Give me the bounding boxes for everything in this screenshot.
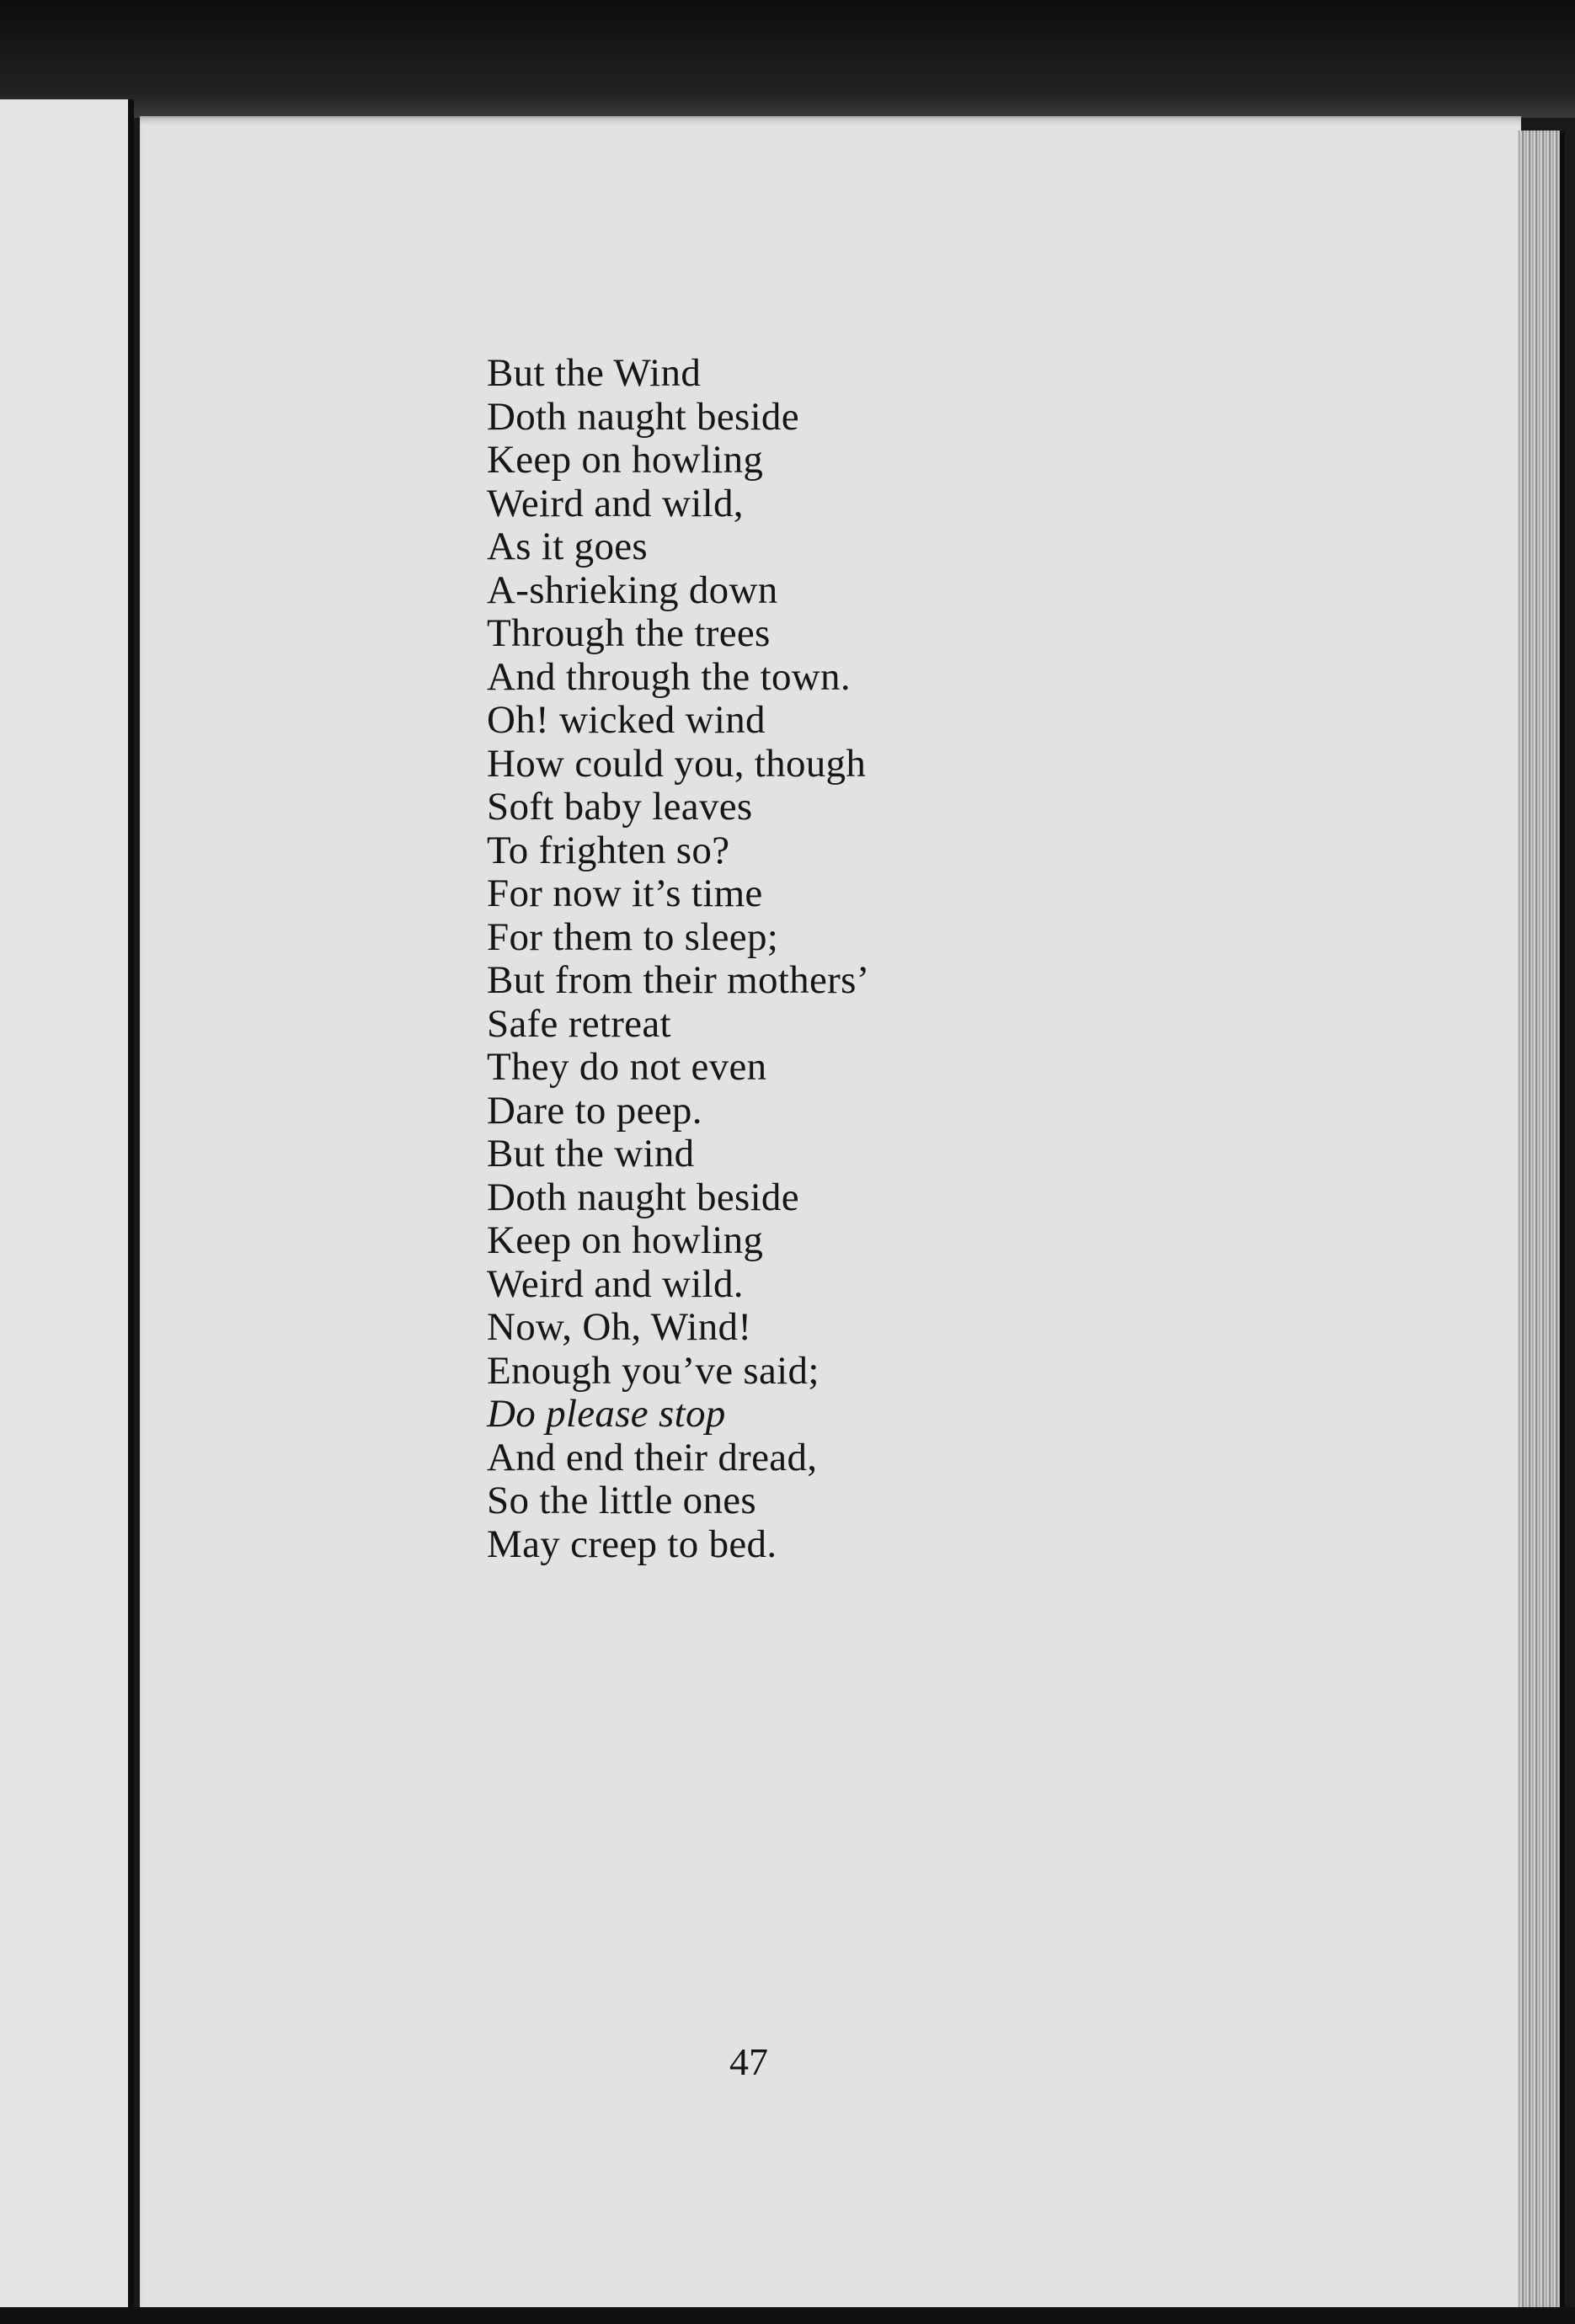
poem-line: A-shrieking down [487,568,778,612]
poem-line: Doth naught beside [487,1175,799,1219]
poem-line: Now, Oh, Wind! [487,1305,752,1349]
poem-line: Safe retreat [487,1001,671,1046]
poem-line: As it goes [487,525,648,568]
poem-line: They do not even [487,1045,767,1089]
poem-line: Oh! wicked wind [487,698,766,742]
poem-line: Enough you’ve said; [487,1348,820,1393]
poem-line: But the Wind [487,351,702,395]
poem-line: Keep on howling [487,438,764,482]
facing-page-edge [0,99,134,2307]
poem-line: Doth naught beside [487,394,799,439]
poem-line: Weird and wild. [487,1261,744,1306]
poem-line: Soft baby leaves [487,785,753,829]
page-stack-edge [1518,131,1565,2307]
scan-border-bottom [0,2307,1575,2324]
poem-line: But from their mothers’ [487,958,870,1002]
poem-line: For them to sleep; [487,914,779,959]
scan-border-top [0,0,1575,118]
poem-line: But the wind [487,1132,695,1175]
poem-line: And end their dread, [487,1435,818,1479]
page-number: 47 [729,2040,768,2083]
poem-line: How could you, though [487,741,867,786]
poem-line: And through the town. [487,654,851,699]
poem-line: So the little ones [487,1479,757,1522]
poem-line: Weird and wild, [487,481,744,525]
poem-line: To frighten so? [487,828,730,872]
poem-line: For now it’s time [487,872,763,915]
poem-text [487,352,870,1566]
poem-line: May creep to bed. [487,1522,777,1566]
poem-line: Keep on howling [487,1218,764,1262]
poem-line: Do please stop [487,1392,726,1436]
poem-line: Dare to peep. [487,1088,702,1133]
poem-line: Through the trees [487,611,771,655]
